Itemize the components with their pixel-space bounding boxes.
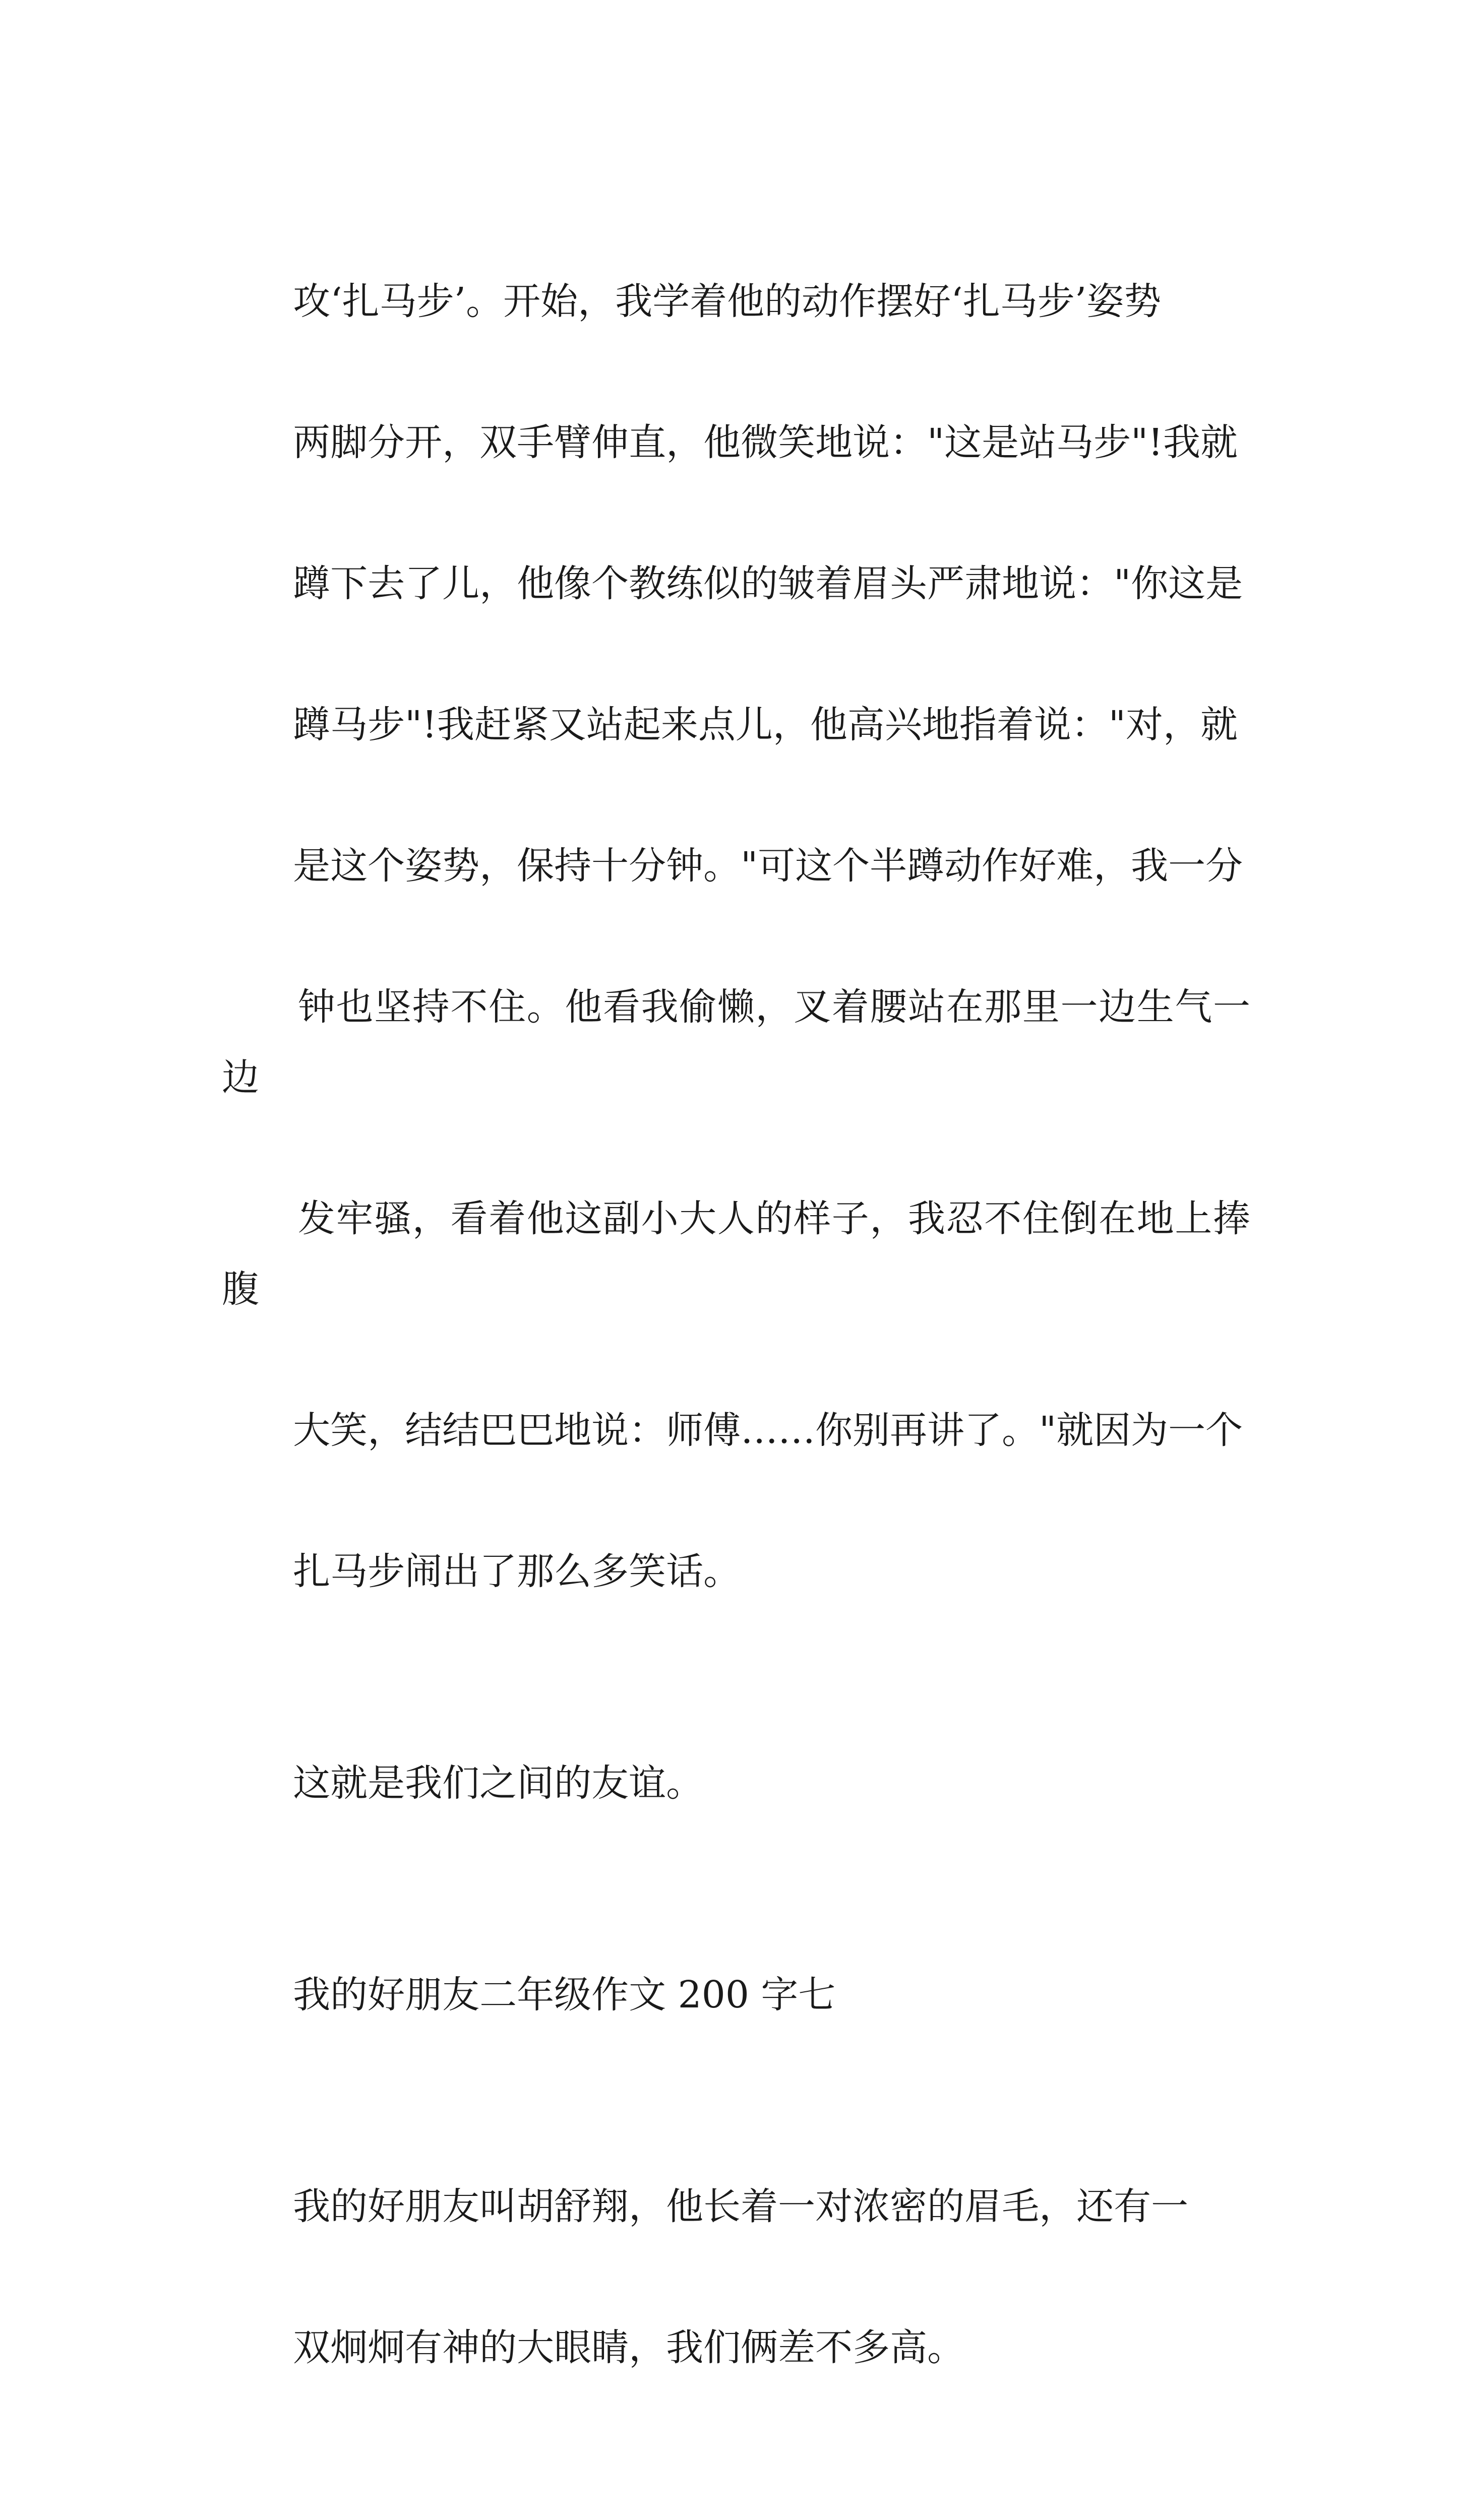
paragraph-horse-stance bbox=[222, 196, 1250, 1677]
paragraph-science-trip bbox=[222, 2453, 1250, 2520]
text-line: 扎马步闹出了那么多笑话。 bbox=[293, 1550, 741, 1593]
paragraph-friendship bbox=[222, 1677, 1250, 1889]
text-line: 这就是我们之间的友谊。 bbox=[293, 1761, 704, 1805]
paragraph-friend-intro bbox=[222, 2101, 1250, 2453]
text-line: 我的好朋友叫胡舒翔，他长着一对浓密的眉毛，还有一 bbox=[293, 2185, 1189, 2228]
text-line: 是这个姿势，保持十分钟。"可这个半蹲动作好难，我一分 bbox=[293, 844, 1243, 888]
document-body bbox=[222, 196, 1250, 2520]
text-line: 大笑，结结巴巴地说：师傅……你别再讲了。"就因为一个 bbox=[293, 1409, 1243, 1452]
text-line: 双炯炯有神的大眼睛，我们俩差不多高。 bbox=[293, 2326, 965, 2369]
text-line: 我的好朋友二年级作文 200 字七 bbox=[293, 1973, 836, 2017]
text-line: 钟也坚持不住。他看我偷懒，叉着腰站在那里一边生气一边 bbox=[222, 985, 1251, 1099]
text-line: 发牢骚，看着他这副小大人的样子，我忍不住倒在地上捧腹 bbox=[222, 1197, 1251, 1311]
text-line: 蹲马步"!我赶紧又站起来点儿，他高兴地指着说："对，就 bbox=[293, 703, 1238, 746]
text-line: 攻‘扎马步’。开始，我学着他的动作摆好‘扎马步’姿势 bbox=[293, 280, 1162, 323]
essay-title bbox=[222, 1889, 1250, 2101]
text-line: 蹲下去了儿，他像个教练似的皱着眉头严肃地说："你这是 bbox=[293, 562, 1243, 605]
text-line: 两脚分开，双手臂伸直，他微笑地说："这是站马步"!我就 bbox=[293, 421, 1238, 464]
